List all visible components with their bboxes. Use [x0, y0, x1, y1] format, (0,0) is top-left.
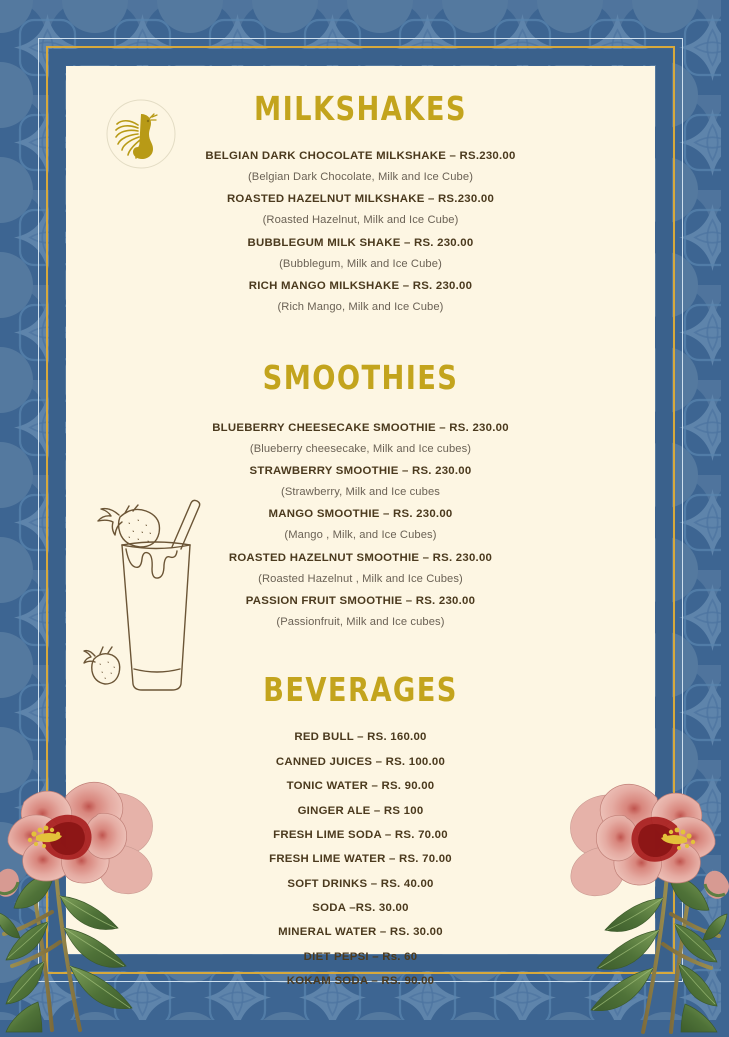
- item-description: (Belgian Dark Chocolate, Milk and Ice Cube): [247, 171, 474, 184]
- menu-item: [66, 548, 655, 590]
- menu-item: [66, 897, 655, 920]
- menu-item: [66, 146, 655, 188]
- menu-item: [66, 775, 655, 798]
- menu-item: [66, 726, 655, 749]
- item-name: RED BULL – RS. 160.00: [294, 731, 427, 744]
- item-name: KOKAM SODA – RS. 90.00: [286, 975, 435, 988]
- item-name: SOFT DRINKS – RS. 40.00: [287, 877, 434, 890]
- item-name: GINGER ALE – RS 100: [297, 804, 424, 817]
- item-name: ROASTED HAZELNUT SMOOTHIE – RS. 230.00: [228, 551, 493, 564]
- item-name: DIET PEPSI – Rs. 60: [303, 950, 418, 963]
- item-name: FRESH LIME SODA – RS. 70.00: [273, 828, 448, 841]
- menu-item: [66, 276, 655, 318]
- menu-item: [66, 921, 655, 944]
- item-name: FRESH LIME WATER – RS. 70.00: [269, 853, 452, 866]
- item-name: MINERAL WATER – RS. 30.00: [278, 926, 443, 939]
- menu-item: [66, 970, 655, 993]
- item-description: (Passionfruit, Milk and Ice cubes): [276, 616, 445, 629]
- item-description: (Bubblegum, Milk and Ice Cube): [279, 257, 442, 270]
- item-name: TONIC WATER – RS. 90.00: [286, 780, 435, 793]
- item-name: STRAWBERRY SMOOTHIE – RS. 230.00: [249, 464, 472, 477]
- item-name: MANGO SMOOTHIE – RS. 230.00: [268, 508, 453, 521]
- menu-item: [66, 824, 655, 847]
- menu-item: [66, 189, 655, 231]
- item-description: (Strawberry, Milk and Ice cubes: [281, 485, 440, 498]
- menu-item: [66, 800, 655, 823]
- item-name: SODA –RS. 30.00: [312, 902, 409, 914]
- menu-item: [66, 233, 655, 275]
- item-name: BELGIAN DARK CHOCOLATE MILKSHAKE – RS.230.00: [205, 150, 516, 162]
- item-name: BUBBLEGUM MILK SHAKE – RS. 230.00: [247, 236, 474, 249]
- section-title-smoothies: SMOOTHIES: [262, 357, 459, 397]
- item-name: ROASTED HAZELNUT MILKSHAKE – RS.230.00: [226, 193, 495, 206]
- section-beverages: [66, 670, 655, 993]
- section-title-beverages: BEVERAGES: [263, 670, 458, 710]
- section-milkshakes: [66, 89, 655, 319]
- item-name: RICH MANGO MILKSHAKE – RS. 230.00: [248, 280, 473, 293]
- section-smoothies: [66, 357, 655, 634]
- menu-content: [66, 66, 655, 995]
- menu-item: [66, 504, 655, 546]
- section-title-milkshakes: MILKSHAKES: [254, 89, 467, 128]
- menu-item: [66, 848, 655, 871]
- menu-item: [66, 461, 655, 503]
- item-description: (Roasted Hazelnut , Milk and Ice Cubes): [258, 572, 463, 585]
- item-description: (Blueberry cheesecake, Milk and Ice cubes): [249, 442, 472, 455]
- item-description: (Rich Mango, Milk and Ice Cube): [277, 301, 444, 314]
- menu-item: [66, 418, 655, 460]
- item-name: PASSION FRUIT SMOOTHIE – RS. 230.00: [245, 595, 476, 607]
- item-description: (Roasted Hazelnut, Milk and Ice Cube): [262, 214, 459, 227]
- item-name: BLUEBERRY CHEESECAKE SMOOTHIE – RS. 230.00: [212, 421, 509, 434]
- item-name: CANNED JUICES – RS. 100.00: [275, 755, 446, 768]
- menu-item: [66, 751, 655, 774]
- menu-item: [66, 591, 655, 633]
- menu-item: [66, 873, 655, 896]
- menu-item: [66, 946, 655, 969]
- item-description: (Mango , Milk, and Ice Cubes): [284, 529, 437, 542]
- menu-panel: [66, 66, 655, 988]
